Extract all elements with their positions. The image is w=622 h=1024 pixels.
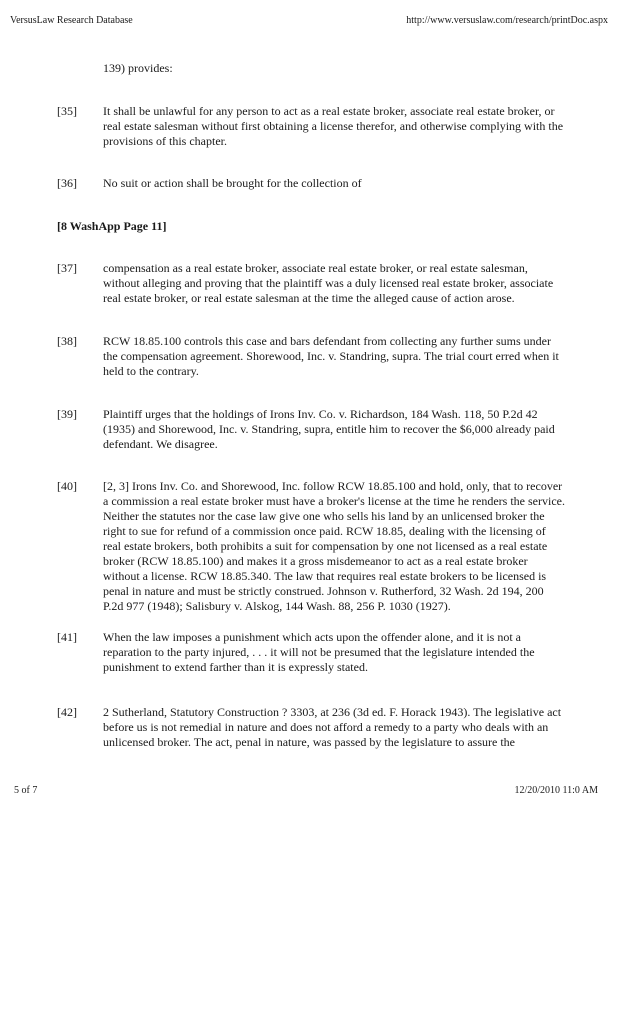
paragraph-number: [36] xyxy=(57,176,77,190)
paragraph-number: [41] xyxy=(57,630,77,644)
paragraph-text: No suit or action shall be brought for the collection of xyxy=(103,176,362,190)
intro-text: 139) provides: xyxy=(103,61,173,75)
paragraph-text: [2, 3] Irons Inv. Co. and Shorewood, Inc. follow RCW 18.85.100 and hold, only, that to recover a commission a real estate broker must have a broker's license at the time he renders the service. Neither the statutes nor the case law give one who sells his land by an unlicensed broker the right to sue for refund of a commission once paid. RCW 18.85, dealing with the licensing of real estate brokers, both prohibits a suit for compensation by one not licensed as a real estate broker (RCW 18.85.100) and makes it a gross misdemeanor to act as a real estate broker without a license. RCW 18.85.340. The law that requires real estate brokers to be licensed is penal in nature and must be strictly construed. Johnson v. Rutherford, 32 Wash. 2d 194, 200 P.2d 977 (1948); Salisbury v. Alskog, 144 Wash. 88, 256 P. 1030 (1927). xyxy=(103,479,565,613)
paragraph-text: compensation as a real estate broker, associate real estate broker, or real estate salesman, without alleging and proving that the plaintiff was a duly licensed real estate broker, associate real estate broker, or real estate salesman at the time the alleged cause of action arose. xyxy=(103,261,554,305)
paragraph-text: It shall be unlawful for any person to act as a real estate broker, associate real estate broker, or real estate salesman without first obtaining a license therefor, and otherwise complying with the provisions of this chapter. xyxy=(103,104,564,148)
paragraph-text: When the law imposes a punishment which acts upon the offender alone, and it is not a reparation to the party injured, . . . it will not be presumed that the legislature intended the punishment to extend farther than it is expressly stated. xyxy=(103,630,535,674)
paragraph-text: Plaintiff urges that the holdings of Irons Inv. Co. v. Richardson, 184 Wash. 118, 50 P.2d 42 (1935) and Shorewood, Inc. v. Standring, supra, entitle him to recover the $6,000 already paid defendant. We disagree. xyxy=(103,407,555,451)
paragraph-number: [39] xyxy=(57,407,77,421)
print-datetime: 12/20/2010 11:0 AM xyxy=(514,785,598,796)
source-title: VersusLaw Research Database xyxy=(10,15,133,26)
reporter-page-marker: [8 WashApp Page 11] xyxy=(57,219,167,233)
source-url: http://www.versuslaw.com/research/printDoc.aspx xyxy=(406,15,608,26)
page-count: 5 of 7 xyxy=(14,785,38,796)
paragraph-number: [38] xyxy=(57,334,77,348)
paragraph-number: [40] xyxy=(57,479,77,493)
paragraph-number: [37] xyxy=(57,261,77,275)
paragraph-number: [35] xyxy=(57,104,77,118)
paragraph-text: RCW 18.85.100 controls this case and bars defendant from collecting any further sums under the compensation agreement. Shorewood, Inc. v. Standring, supra. The trial court erred when it held to the contrary. xyxy=(103,334,559,378)
page-footer xyxy=(10,785,612,799)
paragraph-number: [42] xyxy=(57,705,77,719)
paragraph-text: 2 Sutherland, Statutory Construction ? 3303, at 236 (3d ed. F. Horack 1943). The legislative act before us is not remedial in nature and does not afford a remedy to a party who deals with an unlicensed broker. The act, penal in nature, was passed by the legislature to assure the xyxy=(103,705,562,749)
